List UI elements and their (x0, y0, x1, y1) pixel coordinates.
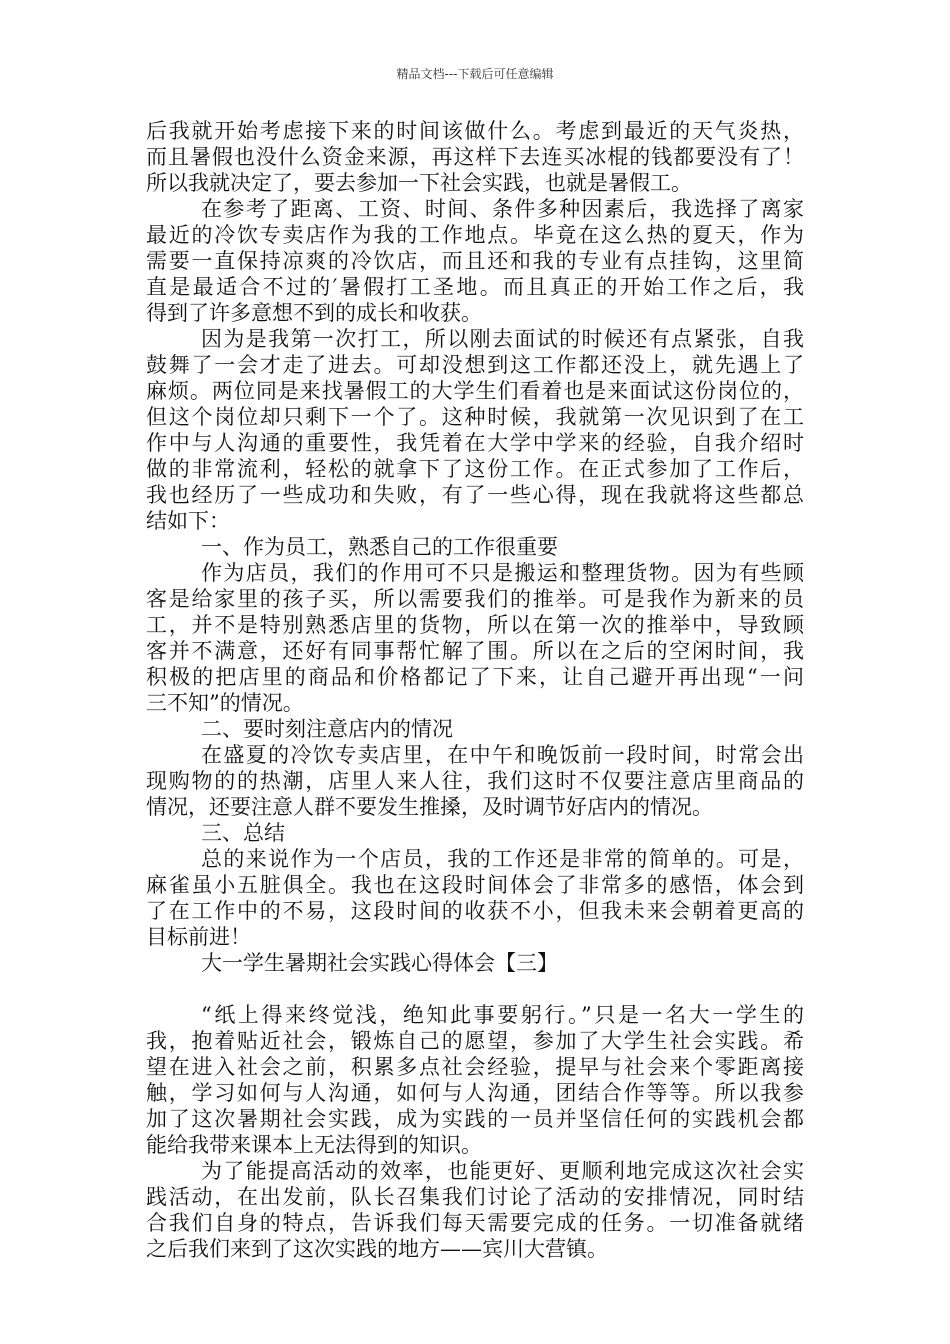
text-line: 能给我带来课本上无法得到的知识。 (146, 1133, 482, 1157)
text-line: 望在进入社会之前，积累多点社会经验，提早与社会来个零距离接 (146, 1055, 804, 1079)
text-line: “纸上得来终觉浅，绝知此事要躬行。”只是一名大一学生的 (201, 1003, 804, 1027)
text-line: 三不知”的情况。 (146, 691, 304, 715)
text-line: 触，学习如何与人沟通，如何与人沟通，团结合作等等。所以我参 (146, 1081, 804, 1105)
text-line: 合我们自身的特点，告诉我们每天需要完成的任务。一切准备就绪 (146, 1211, 804, 1235)
text-line: 工，并不是特别熟悉店里的货物，所以在第一次的推举中，导致顾 (146, 613, 804, 637)
text-line: 需要一直保持凉爽的冷饮店，而且还和我的专业有点挂钩，这里简 (146, 249, 804, 273)
text-line: 为了能提高活动的效率，也能更好、更顺利地完成这次社会实 (201, 1159, 804, 1183)
text-line: 所以我就决定了，要去参加一下社会实践，也就是暑假工。 (146, 171, 692, 195)
text-line: 结如下： (146, 509, 230, 533)
text-line: 大一学生暑期社会实践心得体会【三】 (201, 951, 558, 975)
text-line: 鼓舞了一会才走了进去。可却没想到这工作都还没上，就先遇上了 (146, 353, 804, 377)
text-line: 直是最适合不过的′暑假打工圣地。而且真正的开始工作之后，我 (146, 275, 804, 299)
text-line: 一、作为员工，熟悉自己的工作很重要 (201, 535, 558, 559)
text-line: 客并不满意，还好有同事帮忙解了围。所以在之后的空闲时间，我 (146, 639, 804, 663)
text-line: 三、总结 (201, 821, 285, 845)
text-line: 作为店员，我们的作用可不只是搬运和整理货物。因为有些顾 (201, 561, 804, 585)
text-line: 在盛夏的冷饮专卖店里，在中午和晚饭前一段时间，时常会出 (201, 743, 804, 767)
text-line: 总的来说作为一个店员，我的工作还是非常的简单的。可是， (201, 847, 804, 871)
text-line: 目标前进！ (146, 925, 251, 949)
text-line: 加了这次暑期社会实践，成为实践的一员并坚信任何的实践机会都 (146, 1107, 804, 1131)
text-line: 而且暑假也没什么资金来源，再这样下去连买冰棍的钱都要没有了！ (146, 145, 804, 169)
text-line: 践活动，在出发前，队长召集我们讨论了活动的安排情况，同时结 (146, 1185, 804, 1209)
text-line: 二、要时刻注意店内的情况 (201, 717, 453, 741)
text-line: 客是给家里的孩子买，所以需要我们的推举。可是我作为新来的员 (146, 587, 804, 611)
text-line: 但这个岗位却只剩下一个了。这种时候，我就第一次见识到了在工 (146, 405, 804, 429)
text-line: 作中与人沟通的重要性，我凭着在大学中学来的经验，自我介绍时 (146, 431, 804, 455)
document-body (146, 118, 804, 1262)
text-line: 积极的把店里的商品和价格都记了下来，让自己避开再出现“一问 (146, 665, 804, 689)
text-line: 我也经历了一些成功和失败，有了一些心得，现在我就将这些都总 (146, 483, 804, 507)
text-line: 我，抱着贴近社会，锻炼自己的愿望，参加了大学生社会实践。希 (146, 1029, 804, 1053)
text-line: 在参考了距离、工资、时间、条件多种因素后，我选择了离家 (201, 197, 804, 221)
text-line: 得到了许多意想不到的成长和收获。 (146, 301, 482, 325)
text-line: 了在工作中的不易，这段时间的收获不小，但我未来会朝着更高的 (146, 899, 804, 923)
text-line: 现购物的的热潮，店里人来人往，我们这时不仅要注意店里商品的 (146, 769, 804, 793)
text-line: 因为是我第一次打工，所以刚去面试的时候还有点紧张，自我 (201, 327, 804, 351)
text-line: 情况，还要注意人群不要发生推搡，及时调节好店内的情况。 (146, 795, 713, 819)
text-line: 后我就开始考虑接下来的时间该做什么。考虑到最近的天气炎热， (146, 119, 804, 143)
text-line: 麻烦。两位同是来找暑假工的大学生们看着也是来面试这份岗位的， (146, 379, 804, 403)
text-line: 做的非常流利，轻松的就拿下了这份工作。在正式参加了工作后， (146, 457, 804, 481)
text-line: 麻雀虽小五脏俱全。我也在这段时间体会了非常多的感悟，体会到 (146, 873, 804, 897)
page-header: 精品文档---下载后可任意编辑 (396, 67, 554, 81)
blank-line (146, 976, 804, 1002)
text-line: 最近的冷饮专卖店作为我的工作地点。毕竟在这么热的夏天，作为 (146, 223, 804, 247)
text-line: 之后我们来到了这次实践的地方——宾川大营镇。 (146, 1237, 608, 1261)
